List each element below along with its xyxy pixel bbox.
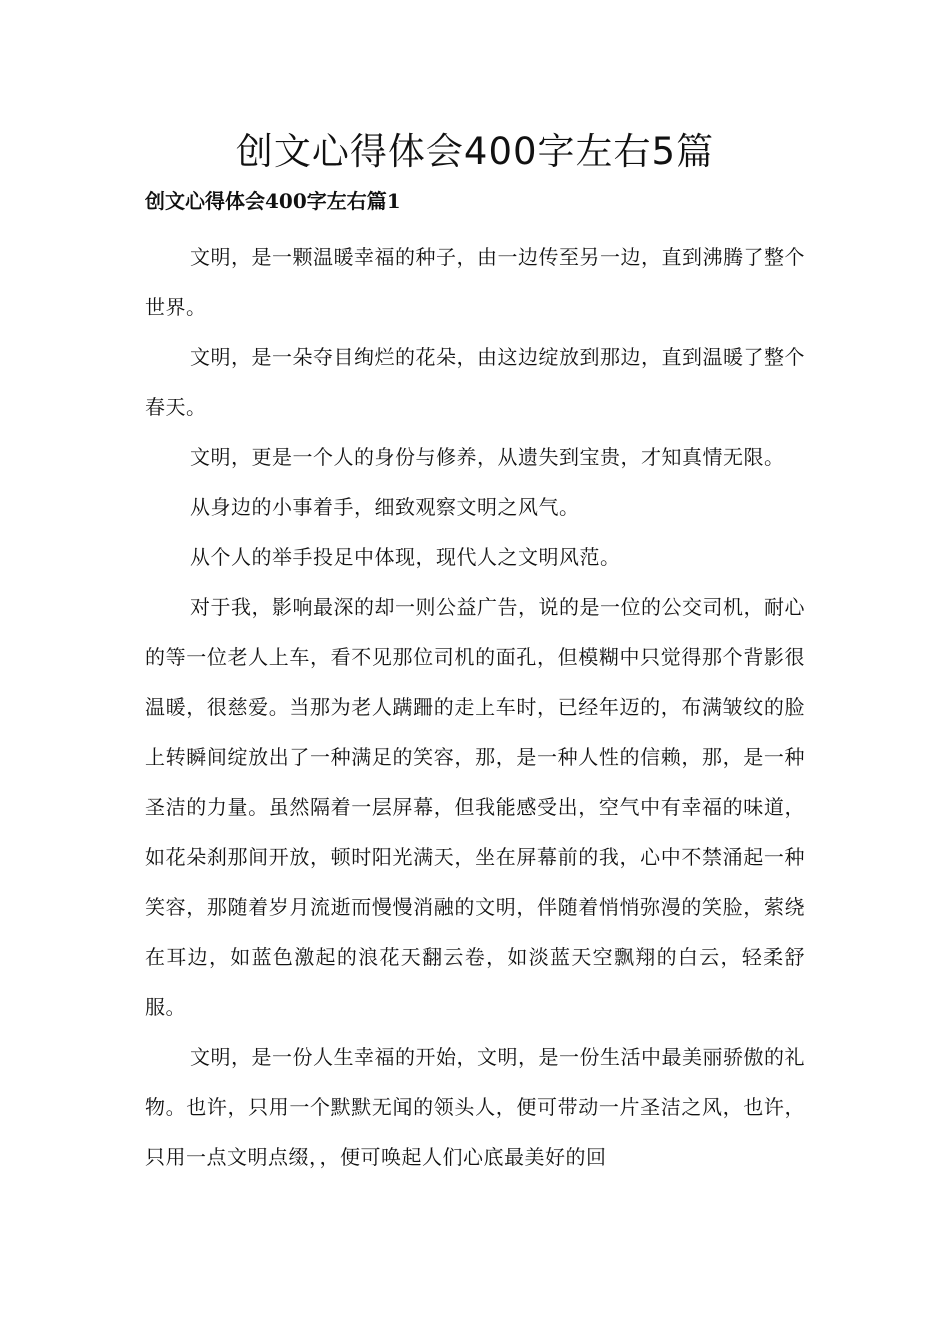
paragraph-1: 文明，是一颗温暖幸福的种子，由一边传至另一边，直到沸腾了整个世界。 <box>145 245 805 319</box>
paragraph-3: 文明，更是一个人的身份与修养，从遗失到宝贵，才知真情无限。 <box>190 445 785 469</box>
document-title: 创文心得体会400字左右5篇 <box>235 130 715 173</box>
paragraph-7: 文明，是一份人生幸福的开始，文明，是一份生活中最美丽骄傲的礼物。也许，只用一个默默无闻的领头人，便可带动一片圣洁之风，也许，只用一点文明点缀，，便可唤起人们心底最美好的回 <box>145 1045 805 1169</box>
paragraph-2: 文明，是一朵夺目绚烂的花朵，由这边绽放到那边，直到温暖了整个春天。 <box>145 345 805 419</box>
section-heading: 创文心得体会400字左右篇1 <box>145 189 401 213</box>
document-body <box>145 232 805 1182</box>
paragraph-6: 对于我，影响最深的却一则公益广告，说的是一位的公交司机，耐心的等一位老人上车，看不见那位司机的面孔，但模糊中只觉得那个背影很温暖，很慈爱。当那为老人蹒跚的走上车时，已经年迈的，布满皱纹的脸上转瞬间绽放出了一种满足的笑容，那，是一种人性的信赖，那，是一种圣洁的力量。虽然隔着一层屏幕，但我能感受出，空气中有幸福的味道，如花朵刹那间开放，顿时阳光满天，坐在屏幕前的我，心中不禁涌起一种笑容，那随着岁月流逝而慢慢消融的文明，伴随着悄悄弥漫的笑脸，萦绕在耳边，如蓝色激起的浪花天翻云卷，如淡蓝天空飘翔的白云，轻柔舒服。 <box>145 595 805 1019</box>
paragraph-5: 从个人的举手投足中体现，现代人之文明风范。 <box>190 545 621 569</box>
paragraph-4: 从身边的小事着手，细致观察文明之风气。 <box>190 495 580 519</box>
